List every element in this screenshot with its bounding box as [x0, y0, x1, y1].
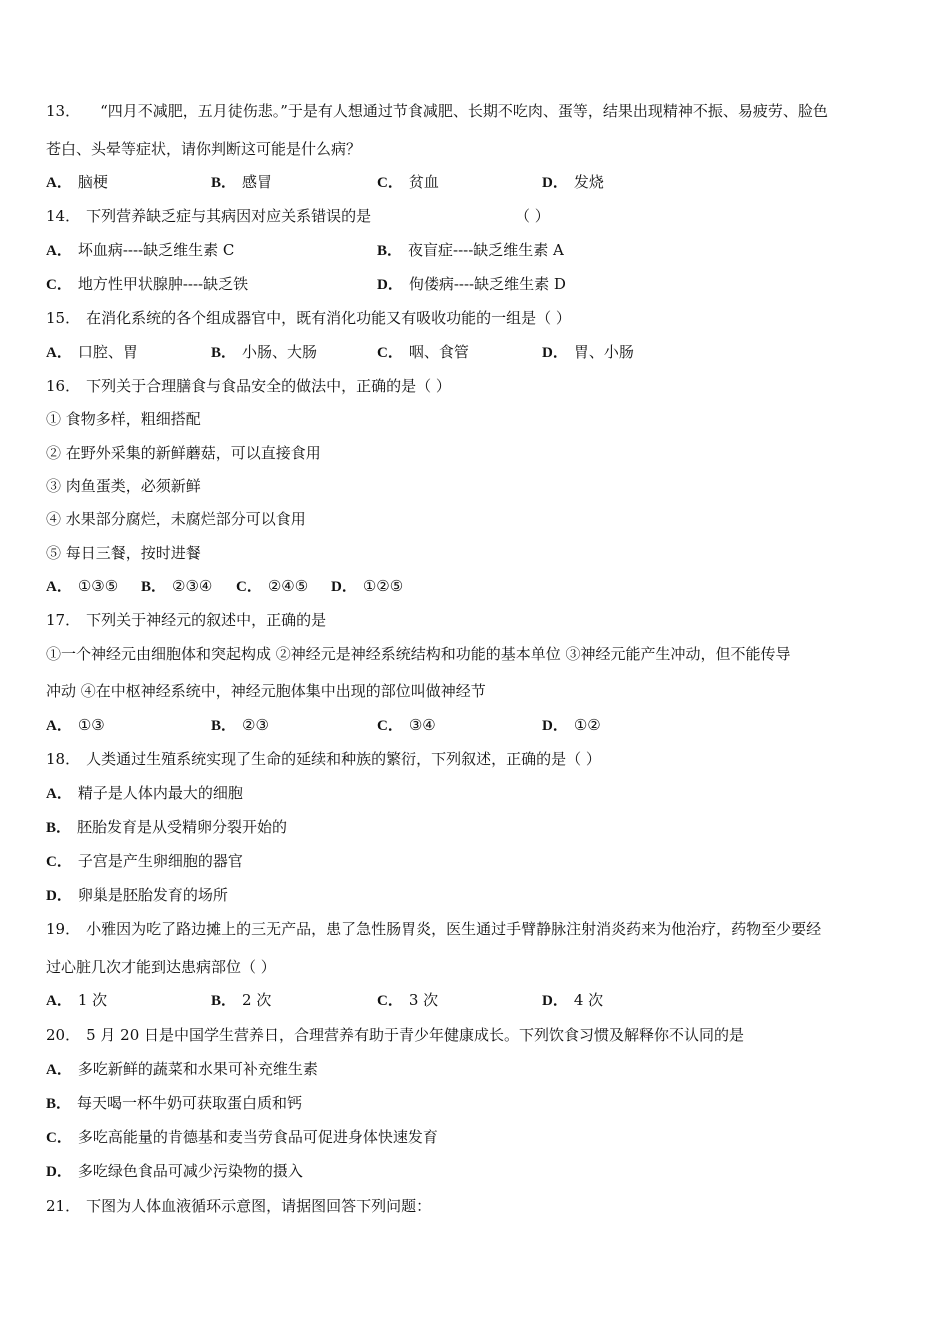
option-b: B． 每天喝一杯牛奶可获取蛋白质和钙 [46, 1094, 303, 1112]
statement-item: ② 在野外采集的新鲜蘑菇，可以直接食用 [46, 444, 321, 462]
option-d: D． 4 次 [542, 991, 604, 1009]
option-d: D． 发烧 [542, 173, 604, 191]
option-d: D． 胃、小肠 [542, 343, 634, 361]
question-18-stem: 18． 人类通过生殖系统实现了生命的延续和种族的繁衍，下列叙述，正确的是（ ） [46, 750, 601, 768]
question-15-stem: 15． 在消化系统的各个组成器官中，既有消化功能又有吸收功能的一组是（ ） [46, 309, 571, 327]
option-a: A． 1 次 [46, 991, 108, 1009]
option-b: B． 感冒 [211, 173, 273, 191]
option-b: B． 夜盲症----缺乏维生素 A [377, 241, 564, 259]
option-d: D． ①②⑤ [331, 577, 404, 595]
option-c: C． 咽、食管 [377, 343, 469, 361]
question-16-stem: 16． 下列关于合理膳食与食品安全的做法中，正确的是（ ） [46, 377, 451, 395]
option-c: C． 地方性甲状腺肿----缺乏铁 [46, 275, 249, 293]
option-c: C． ②④⑤ [236, 577, 309, 595]
option-b: B． ②③ [211, 716, 269, 734]
option-a: A． 脑梗 [46, 173, 108, 191]
statement-item: ⑤ 每日三餐，按时进餐 [46, 544, 201, 562]
option-c: C． 子宫是产生卵细胞的器官 [46, 852, 243, 870]
option-d: D． 卵巢是胚胎发育的场所 [46, 886, 228, 904]
option-d: D． 佝偻病----缺乏维生素 D [377, 275, 566, 293]
option-c: C． ③④ [377, 716, 436, 734]
question-17-statements-line2: 冲动 ④在中枢神经系统中，神经元胞体集中出现的部位叫做神经节 [46, 682, 486, 700]
option-b: B． 胚胎发育是从受精卵分裂开始的 [46, 818, 288, 836]
option-a: A． ①③⑤ [46, 577, 119, 595]
question-19-stem-line1: 19． 小雅因为吃了路边摊上的三无产品，患了急性肠胃炎，医生通过手臂静脉注射消炎药来为他治疗，药物至少要经 [46, 920, 822, 938]
option-a: A． 多吃新鲜的蔬菜和水果可补充维生素 [46, 1060, 318, 1078]
option-a: A． 坏血病----缺乏维生素 C [46, 241, 235, 259]
option-a: A． 精子是人体内最大的细胞 [46, 784, 243, 802]
question-number: 13． [46, 102, 81, 120]
question-13-stem-line1: 13． “四月不减肥，五月徒伤悲。”于是有人想通过节食减肥、长期不吃肉、蛋等，结果出现精神不振、易疲劳、脸色 [46, 102, 828, 120]
question-17-statements-line1: ①一个神经元由细胞体和突起构成 ②神经元是神经系统结构和功能的基本单位 ③神经元能产生冲动，但不能传导 [46, 645, 791, 663]
question-17-stem: 17． 下列关于神经元的叙述中，正确的是 [46, 611, 327, 629]
option-b: B． 小肠、大肠 [211, 343, 318, 361]
question-21-stem: 21． 下图为人体血液循环示意图，请据图回答下列问题： [46, 1197, 432, 1215]
option-d: D． 多吃绿色食品可减少污染物的摄入 [46, 1162, 303, 1180]
option-c: C． 3 次 [377, 991, 439, 1009]
question-20-stem: 20． 5 月 20 日是中国学生营养日，合理营养有助于青少年健康成长。下列饮食习惯及解释你不认同的是 [46, 1026, 745, 1044]
question-14-stem: 14． 下列营养缺乏症与其病因对应关系错误的是 [46, 207, 372, 225]
option-d: D． ①② [542, 716, 601, 734]
question-13-stem-line2: 苍白、头晕等症状，请你判断这可能是什么病？ [46, 140, 362, 158]
option-b: B． 2 次 [211, 991, 272, 1009]
option-b: B． ②③④ [141, 577, 213, 595]
statement-item: ① 食物多样，粗细搭配 [46, 410, 201, 428]
answer-blank: （ ） [515, 207, 550, 225]
statement-item: ③ 肉鱼蛋类，必须新鲜 [46, 477, 201, 495]
option-a: A． ①③ [46, 716, 105, 734]
statement-item: ④ 水果部分腐烂，未腐烂部分可以食用 [46, 510, 306, 528]
question-19-stem-line2: 过心脏几次才能到达患病部位（ ） [46, 958, 276, 976]
option-c: C． 贫血 [377, 173, 439, 191]
option-a: A． 口腔、胃 [46, 343, 138, 361]
option-c: C． 多吃高能量的肯德基和麦当劳食品可促进身体快速发育 [46, 1128, 438, 1146]
